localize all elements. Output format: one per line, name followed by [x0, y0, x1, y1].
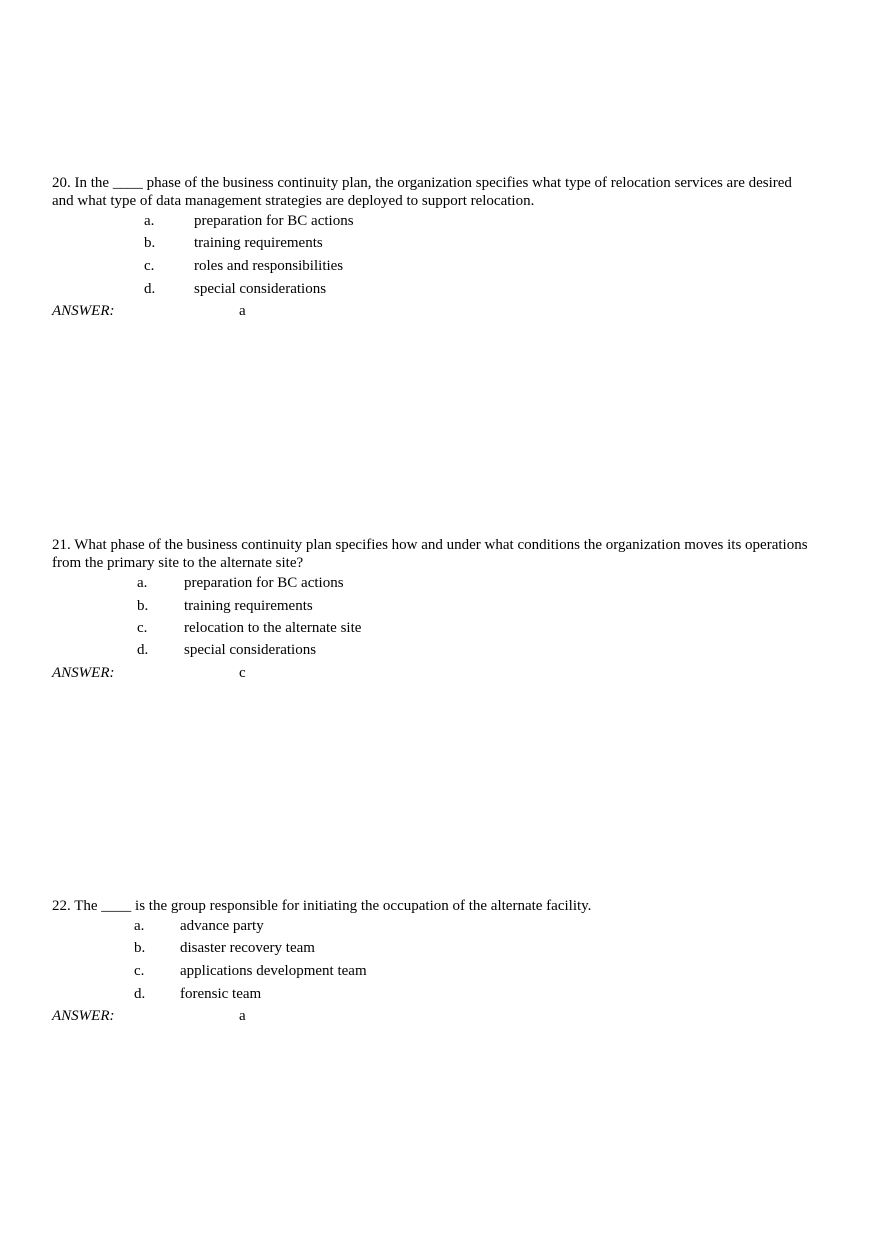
choice-text: applications development team: [180, 963, 367, 979]
choice-text: training requirements: [184, 598, 313, 614]
choice-letter: d.: [137, 642, 149, 658]
choice-letter: b.: [134, 940, 146, 956]
choice-text: preparation for BC actions: [194, 213, 354, 229]
choice-text: preparation for BC actions: [184, 575, 344, 591]
choice-letter: d.: [144, 281, 156, 297]
answer-label: ANSWER:: [52, 665, 115, 681]
choice-letter: b.: [137, 598, 149, 614]
answer-value: a: [239, 303, 246, 319]
answer-label: ANSWER:: [52, 1008, 115, 1024]
choice-letter: d.: [134, 986, 146, 1002]
choice-text: roles and responsibilities: [194, 258, 344, 274]
choice-text: special considerations: [194, 281, 327, 297]
choice-letter: b.: [144, 235, 156, 251]
answer-value: a: [239, 1008, 246, 1024]
choice-text: special considerations: [184, 642, 317, 658]
choice-text: disaster recovery team: [180, 940, 315, 956]
question-20: [52, 174, 812, 319]
question-text: 20. In the ____ phase of the business continuity plan, the organization specifies what type of relocation services are desired and what type of data management strategies are deployed to support relocation.: [52, 175, 792, 209]
choice-text: relocation to the alternate site: [184, 620, 362, 636]
choice-letter: c.: [144, 258, 155, 274]
choice-letter: c.: [137, 620, 148, 636]
question-21: [52, 536, 812, 681]
question-text: 21. What phase of the business continuity plan specifies how and under what conditions the organization moves its operations from the primary site to the alternate site?: [52, 537, 808, 571]
question-22: [52, 897, 812, 1024]
question-text: 22. The ____ is the group responsible for initiating the occupation of the alternate facility.: [52, 898, 592, 914]
choice-letter: a.: [144, 213, 155, 229]
choice-text: advance party: [180, 918, 264, 934]
answer-value: c: [239, 665, 246, 681]
choice-letter: c.: [134, 963, 145, 979]
choice-text: training requirements: [194, 235, 323, 251]
choice-letter: a.: [134, 918, 145, 934]
choice-letter: a.: [137, 575, 148, 591]
answer-label: ANSWER:: [52, 303, 115, 319]
choice-text: forensic team: [180, 986, 262, 1002]
